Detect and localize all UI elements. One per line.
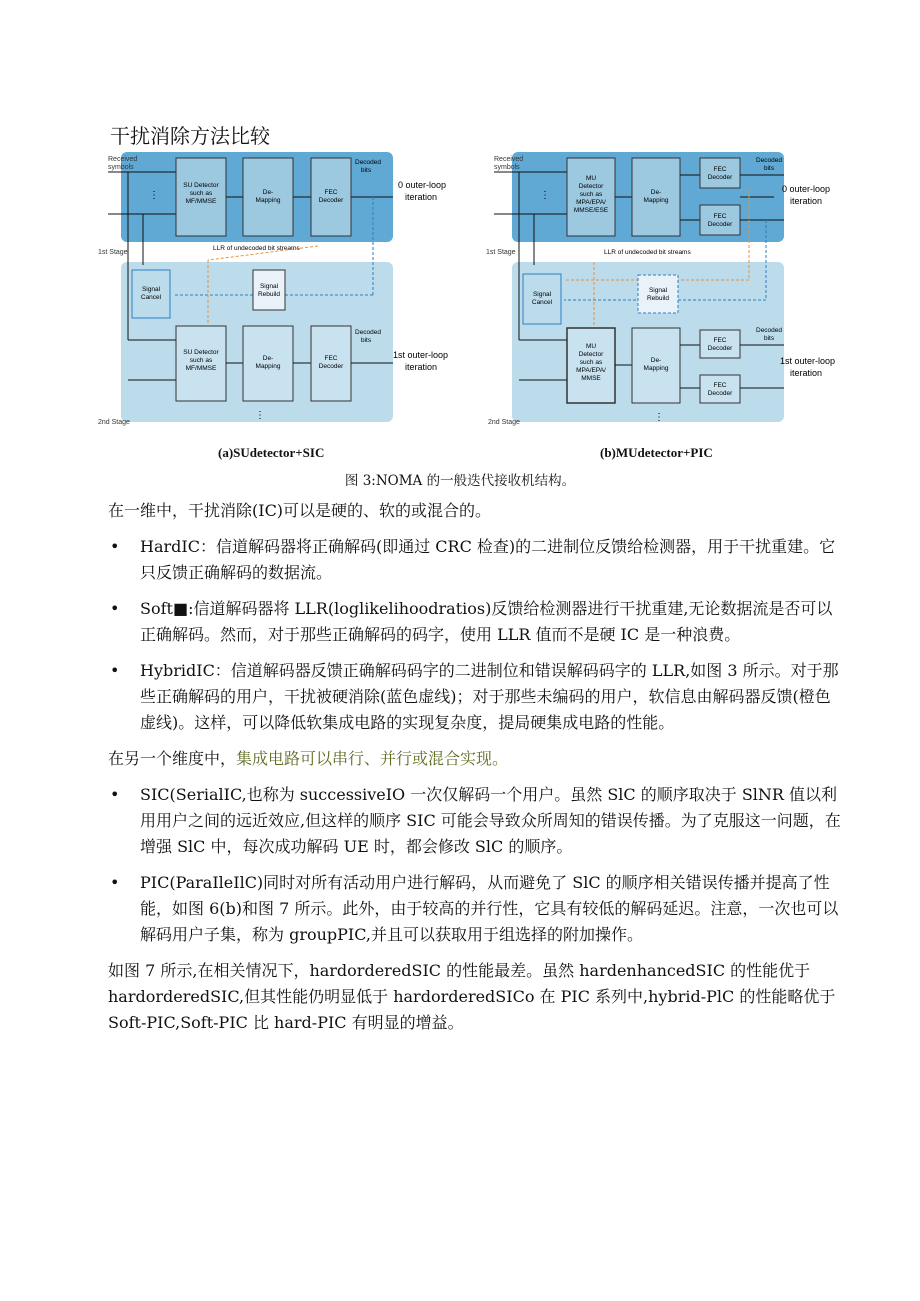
su-detector-label: SU Detector xyxy=(183,349,219,356)
decoded-label: Decoded xyxy=(355,159,382,166)
mu-detector-label: MU xyxy=(585,175,597,182)
su-detector-label: such as xyxy=(189,357,213,364)
decoded-label: Decoded xyxy=(756,157,783,164)
iteration-label: iteration xyxy=(790,368,823,378)
list-item xyxy=(108,658,842,736)
list-item-text: Soft■:信道解码器将 LLR(loglikelihoodratios)反馈给检测器进行干扰重建,无论数据流是否可以正确解码。然而，对于那些正确解码的码字，使用 LLR 值而不是硬 IC 是一种浪费。 xyxy=(140,599,833,644)
fec-decoder-box-2 xyxy=(700,375,740,403)
signal-rebuild-label: Signal xyxy=(648,287,668,294)
iteration-label: iteration xyxy=(405,362,438,372)
fec-label: Decoder xyxy=(707,345,733,352)
ellipsis: ⋮ xyxy=(255,410,265,421)
fec-label: FEC xyxy=(324,189,338,196)
fec-label: Decoder xyxy=(707,390,733,397)
fec-label: Decoder xyxy=(318,363,344,370)
fec-label: FEC xyxy=(713,213,727,220)
mu-detector-label: such as xyxy=(579,359,603,366)
conclusion-paragraph: 如图 7 所示,在相关情况下，hardorderedSIC 的性能最差。虽然 hardenhancedSIC 的性能优于 hardorderedSIC,但其性能仍明显低于 hardorderedSICo 在 PIC 系列中,hybrid-PlC 的性能略优于 Soft-PIC,Soft-PIC 比 hard-PIC 有明显的增益。 xyxy=(108,961,836,1032)
decoded-label: bits xyxy=(361,337,372,344)
list-item xyxy=(108,596,842,648)
list-item-text: PIC(ParaIleIlC)同时对所有活动用户进行解码，从而避免了 SlC 的顺序相关错误传播并提高了性能，如图 6(b)和图 7 所示。此外，由于较高的并行性，它具有较低的解码延迟。注意，一次也可以解码用户子集，称为 groupPIC,并且可以获取用于组选择的附加操作。 xyxy=(140,873,839,944)
received-label: symbols xyxy=(494,164,520,171)
signal-cancel-label: Cancel xyxy=(140,294,162,301)
ellipsis: ⋮ xyxy=(149,190,159,201)
demapping-label: Mapping xyxy=(255,363,281,370)
bullet: • xyxy=(110,537,120,556)
demapping-label: Mapping xyxy=(643,197,669,204)
list-item-text: HybridIC：信道解码器反馈正确解码码字的二进制位和错误解码码字的 LLR,如图 3 所示。对于那些正确解码的用户，干扰被硬消除(蓝色虚线)；对于那些未编码的用户，软信息由解码器反馈(橙色虚线)。这样，可以降低软集成电路的实现复杂度，提局硬集成电路的性能。 xyxy=(140,661,839,732)
signal-rebuild-label: Rebuild xyxy=(257,291,281,298)
received-label: Received xyxy=(494,156,524,163)
signal-rebuild-label: Signal xyxy=(259,283,279,290)
decoded-label: bits xyxy=(764,165,775,172)
fec-decoder-box-2 xyxy=(700,330,740,358)
figure-a-diagram xyxy=(93,150,449,430)
su-detector-label: such as xyxy=(189,190,213,197)
decoded-label: Decoded xyxy=(355,329,382,336)
su-detector-label: MF/MMSE xyxy=(185,198,217,205)
fec-label: Decoder xyxy=(318,197,344,204)
bullet: • xyxy=(110,661,120,680)
mu-detector-label: MMSE/ESE xyxy=(573,207,609,214)
llr-label: LLR of undecoded bit streams xyxy=(213,245,300,252)
list-item xyxy=(108,782,842,860)
su-detector-label: SU Detector xyxy=(183,182,219,189)
iteration-label: iteration xyxy=(405,192,438,202)
fec-label: Decoder xyxy=(707,221,733,228)
demapping-label: De- xyxy=(650,189,662,196)
mu-detector-label: Detector xyxy=(578,351,604,358)
mu-detector-label: MPA/EPA/ xyxy=(576,367,606,374)
dimension-paragraph xyxy=(108,746,842,772)
page-title: 干扰消除方法比较 xyxy=(110,124,270,148)
list-item xyxy=(108,534,842,586)
stage2-label: 2nd Stage xyxy=(98,419,130,426)
demapping-label: De- xyxy=(262,355,274,362)
figure-a-caption: (a)SUdetector+SIC xyxy=(218,445,325,460)
mu-detector-label: MPA/EPA/ xyxy=(576,199,606,206)
signal-rebuild-box xyxy=(253,270,285,310)
iteration-label: 1st outer-loop xyxy=(780,356,836,366)
fec-decoder-box xyxy=(700,205,740,235)
decoded-label: bits xyxy=(361,167,372,174)
mu-detector-label: MU xyxy=(585,343,597,350)
iteration-label: 1st outer-loop xyxy=(393,350,449,360)
mu-detector-label: MMSE xyxy=(581,375,601,382)
list-item-text: SIC(SerialIC,也称为 successiveIO 一次仅解码一个用户。虽然 SlC 的顺序取决于 SlNR 值以利用用户之间的远近效应,但这样的顺序 SIC 可能会导致众所周知的错误传播。为了克服这一问题，在增强 SlC 中，每次成功解码 UE 时，都会修改 SlC 的顺序。 xyxy=(140,785,841,856)
mu-detector-label: Detector xyxy=(578,183,604,190)
received-label: Received xyxy=(108,156,138,163)
stage1-label: 1st Stage xyxy=(98,249,128,256)
fec-label: FEC xyxy=(713,337,727,344)
iteration-label: 0 outer-loop xyxy=(398,180,447,190)
iteration-label: iteration xyxy=(790,196,823,206)
stage1-label: 1st Stage xyxy=(486,249,516,256)
list-item-text: HardIC：信道解码器将正确解码(即通过 CRC 检查)的二进制位反馈给检测器，用于干扰重建。它只反馈正确解码的数据流。 xyxy=(140,537,836,582)
signal-rebuild-label: Rebuild xyxy=(646,295,670,302)
fec-decoder-box xyxy=(700,158,740,188)
fec-label: FEC xyxy=(713,166,727,173)
figure-b-caption: (b)MUdetector+PIC xyxy=(600,445,713,460)
demapping-label: Mapping xyxy=(643,365,669,372)
body-text xyxy=(108,498,842,1046)
bullet: • xyxy=(110,599,120,618)
figure-b-diagram xyxy=(484,150,836,430)
paragraph-prefix: 在另一个维度中， xyxy=(108,749,237,768)
received-label: symbols xyxy=(108,164,134,171)
mu-detector-label: such as xyxy=(579,191,603,198)
decoded-label: Decoded xyxy=(756,327,783,334)
intro-paragraph: 在一维中，干扰消除(IC)可以是硬的、软的或混合的。 xyxy=(108,501,492,520)
su-detector-label: MF/MMSE xyxy=(185,365,217,372)
su-detector-box xyxy=(176,158,226,236)
demapping-label: Mapping xyxy=(255,197,281,204)
fec-label: FEC xyxy=(324,355,338,362)
fec-label: FEC xyxy=(713,382,727,389)
signal-cancel-label: Signal xyxy=(532,291,552,298)
figure-caption: 图 3:NOMA 的一般迭代接收机结构。 xyxy=(344,473,576,489)
demapping-label: De- xyxy=(650,357,662,364)
signal-rebuild-box xyxy=(638,275,678,313)
highlighted-text: 集成电路可以串行、并行或混合实现。 xyxy=(236,749,509,768)
iteration-label: 0 outer-loop xyxy=(782,184,831,194)
signal-cancel-label: Signal xyxy=(141,286,161,293)
bullet: • xyxy=(110,873,120,892)
signal-cancel-label: Cancel xyxy=(531,299,553,306)
list-item xyxy=(108,870,842,948)
fec-label: Decoder xyxy=(707,174,733,181)
llr-label: LLR of undecoded bit streams xyxy=(604,249,691,256)
ellipsis: ⋮ xyxy=(540,190,550,201)
ellipsis: ⋮ xyxy=(654,412,664,423)
demapping-label: De- xyxy=(262,189,274,196)
decoded-label: bits xyxy=(764,335,775,342)
bullet: • xyxy=(110,785,120,804)
stage2-label: 2nd Stage xyxy=(488,419,520,426)
